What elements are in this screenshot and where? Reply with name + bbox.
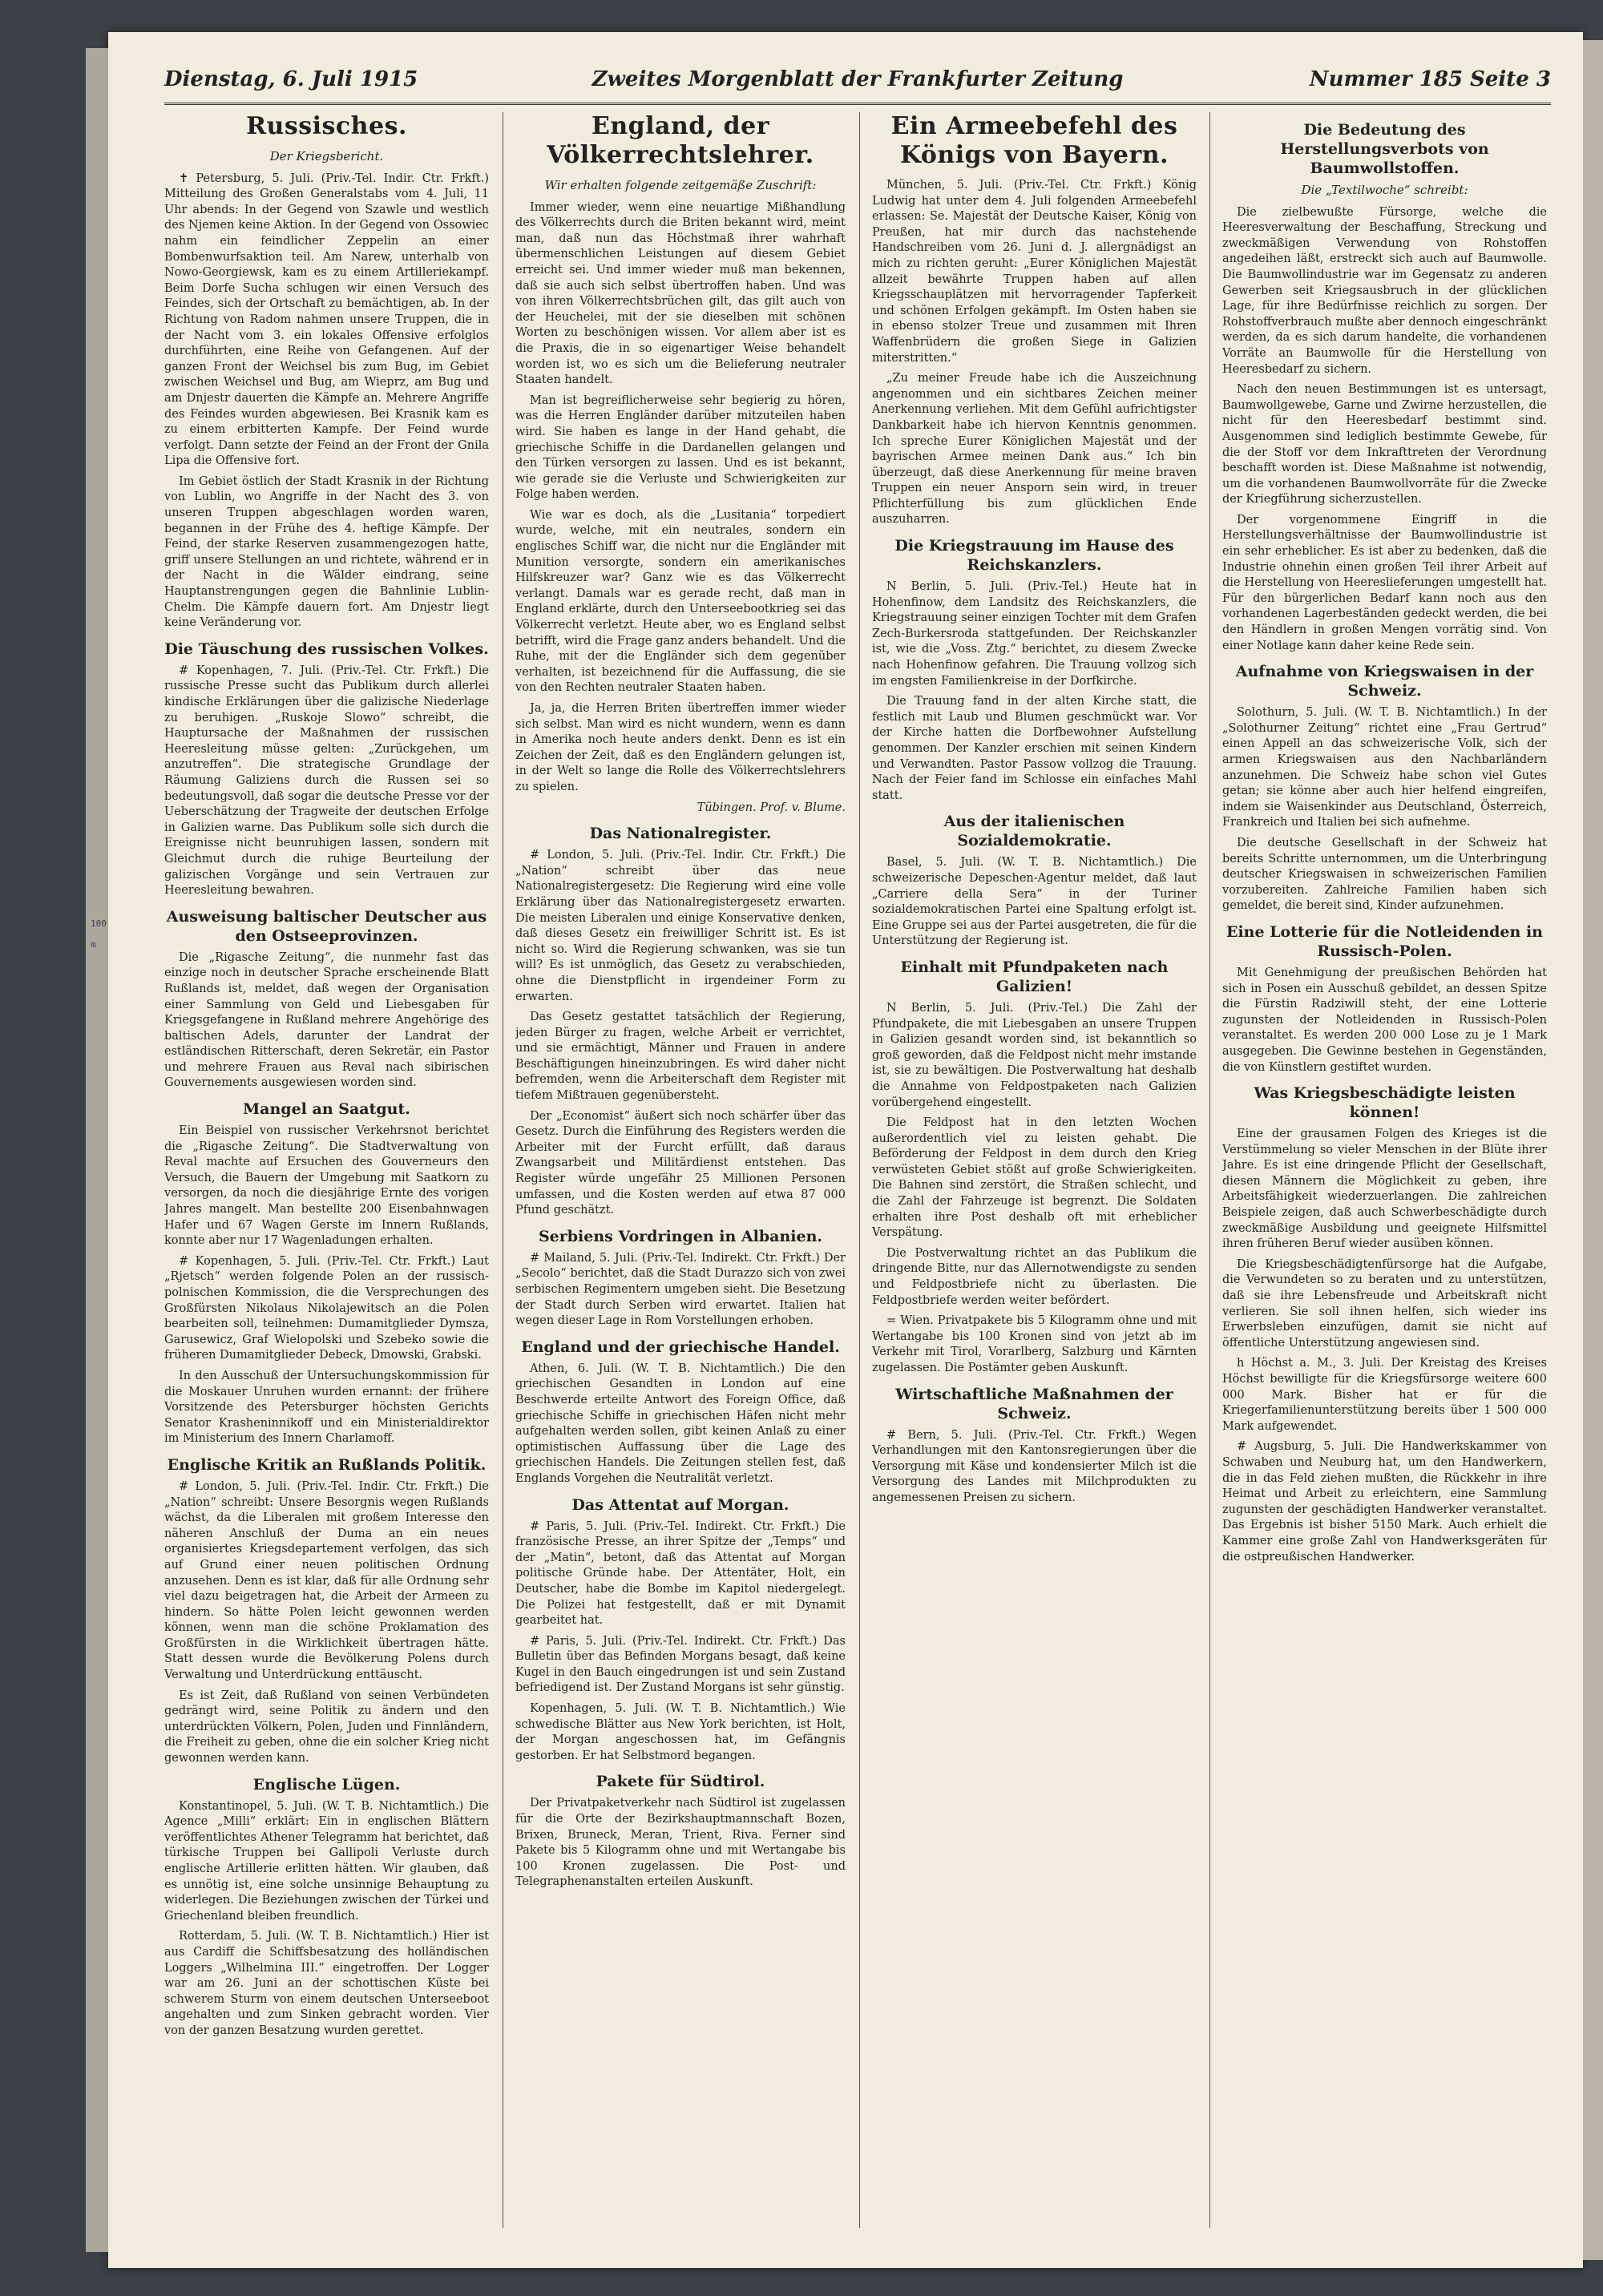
article-headline: Mangel an Saatgut. — [243, 1100, 410, 1119]
article-headline: Eine Lotterie für die Notleidenden in Russisch-Polen. — [1225, 922, 1543, 960]
section-subtitle: Die „Textilwoche“ schreibt: — [1301, 183, 1468, 197]
article-paragraph: # Kopenhagen, 7. Juli. (Priv.-Tel. Ctr. Frkft.) Die russische Presse sucht das Publikum durch allerlei kindische Erklärungen über die galizische Niederlage zu beruhigen. „Ruskoje Slowo“ schreibt, die Hauptursache der Maßnahmen der russischen Heeresleitung müsse gelten: „Zurückgehen, um anzutreffen“. Die strategische Grundlage der Räumung Galiziens durch die Russen sei so bedeutungsvoll, daß sogar die deutsche Presse vor der Ueberschätzung der Tragweite der deutschen Erfolge in Galizien warne. Das Publikum solle sich durch die Ereignisse nicht beunruhigen lassen, sondern mit Gleichmut durch die ruhige Beurteilung der galizischen Vorgänge und sein Vertrauen zur Heeresleitung bewahren. — [164, 664, 489, 898]
article-paragraph: Es ist Zeit, daß Rußland von seinen Verbündeten gedrängt wird, seine Politik zu ändern und den unterdrückten Völkern, Polen, Juden und Finnländern, die Freiheit zu geben, ohne die ein solcher Krieg nicht gewonnen werden kann. — [164, 1689, 489, 1765]
article-paragraph: Eine der grausamen Folgen des Krieges ist die Verstümmelung so vieler Menschen in der Blüte ihrer Jahre. Es ist eine dringende Pflicht der Gesellschaft, diesen Männern die Möglichkeit zu geben, ihre Arbeitsfähigkeit wiederzuerlangen. Die zahlreichen Beispiele zeigen, daß auch Schwerbeschädigte durch zweckmäßige Ausbildung und geeignete Hilfsmittel ihren früheren Beruf wieder ausüben können. — [1222, 1128, 1547, 1251]
article-headline: England und der griechische Handel. — [521, 1338, 840, 1356]
article-paragraph: ✝ Petersburg, 5. Juli. (Priv.-Tel. Indir. Ctr. Frkft.) Mitteilung des Großen Generalstabs vom 4. Juli, 11 Uhr abends: In der Gegend von Szawle und westlich des Njemen keine Aktion. In der Gegend von Ossowiec nahm ein feindlicher Zeppelin an einer Bombenwurfsaktion teil. Am Narew, unterhalb von Nowo-Georgiewsk, kam es zu einem Artilleriekampf. Beim Dorfe Sucha schlugen wir einen Versuch des Feindes, sich der Ortschaft zu bemächtigen, ab. In der Richtung von Radom nahmen unsere Truppen, die in der Nacht vom 3. ein lokales Offensive erfolglos durchführten, eine Reihe von Gefangenen. Auf der ganzen Front der Weichsel bis zum Bug, im Gebiet zwischen Weichsel und Bug, am Wieprz, am Bug und am Dnjestr dauerten die Kämpfe an. Mehrere Angriffe des Feindes wurden abgewiesen. Bei Krasnik kam es zu einem erbitterten Kampfe. Der Feind wurde verfolgt. Dann setzte der Feind an der Front der Gnila Lipa die Offensive fort. — [164, 171, 489, 468]
article-paragraph: Die deutsche Gesellschaft in der Schweiz hat bereits Schritte unternommen, um die Unterbringung deutscher Kriegswaisen in schweizerischen Familien vorzubereiten. Zahlreiche Familien haben sich gemeldet, die bereit sind, Kinder aufzunehmen. — [1222, 836, 1547, 913]
article-paragraph: N Berlin, 5. Juli. (Priv.-Tel.) Die Zahl der Pfundpakete, die mit Liebesgaben an unsere Truppen in Galizien gesandt worden sind, ist bekanntlich so groß geworden, daß die Feldpost nicht mehr imstande ist, sie zu bewältigen. Die Postverwaltung hat deshalb die Annahme von Feldpostpaketen nach Galizien vorübergehend eingestellt. — [872, 1001, 1197, 1109]
article-headline: Die Täuschung des russischen Volkes. — [164, 640, 489, 658]
margin-note: 100 m — [91, 918, 107, 950]
article-headline: Einhalt mit Pfundpaketen nach Galizien! — [900, 958, 1169, 995]
article-paragraph: Die „Rigasche Zeitung“, die nunmehr fast das einzige noch in deutscher Sprache erscheinende Blatt Rußlands ist, meldet, daß wegen der Organisation einer Sammlung von Geld und Liebesgaben für Kriegsgefangene in Rußland mehrere Angehörige des baltischen Adels, darunter der Landrat der estländischen Ritterschaft, deren Sekretär, ein Pastor und mehrere Frauen aus Reval nach sibirischen Gouvernements ausgewiesen worden sind. — [164, 950, 489, 1090]
article-headline: Aufnahme von Kriegswaisen in der Schweiz. — [1235, 663, 1534, 700]
header-page-number: Nummer 185 Seite 3 — [1309, 67, 1551, 91]
article-headline: Englische Lügen. — [252, 1775, 401, 1794]
article-paragraph: # London, 5. Juli. (Priv.-Tel. Indir. Ctr. Frkft.) Die „Nation“ schreibt: Unsere Besorgnis wegen Rußlands wächst, da die Liberalen mit großem Interesse den näheren Anschluß der Duma an ein neues organisiertes Kriegsdepartement verfolgen, das sich auf Grund einer neuen politischen Ordnung anzusehen. Denn es ist klar, daß für alle Ordnung sehr viel dazu beigetragen hat, die Arbeit der Armeen zu hindern. So hätte Polen leicht gewonnen werden können, wenn man die schöne Proklamation des Großfürsten in die Wirklichkeit übertragen hätte. Statt dessen wurde die Bevölkerung Polens durch Verwaltung und Unterdrückung enttäuscht. — [164, 1479, 489, 1682]
article-paragraph: Der Privatpaketverkehr nach Südtirol ist zugelassen für die Orte der Bezirkshauptmannschaft Bozen, Brixen, Bruneck, Meran, Trient, Riva. Ferner sind Pakete bis 5 Kilogramm ohne und mit Wertangabe bis 100 Kronen zugelassen. Die Post- und Telegraphenanstalten erteilen Auskunft. — [515, 1797, 846, 1889]
article-paragraph: Rotterdam, 5. Juli. (W. T. B. Nichtamtlich.) Hier ist aus Cardiff die Schiffsbesatzung des holländischen Loggers „Wilhelmina III.“ eingetroffen. Der Logger war am 26. Juni an der schottischen Küste bei schwerem Sturm von einem deutschen Unterseeboot angehalten und zum Sinken gebracht worden. Vier von der ganzen Besatzung wurden gerettet. — [164, 1930, 489, 2037]
article-headline: Die Kriegstrauung im Hause des Reichskanzlers. — [894, 537, 1174, 575]
article-paragraph: Ein Beispiel von russischer Verkehrsnot berichtet die „Rigasche Zeitung“. Die Stadtverwaltung von Reval machte auf Ersuchen des Gouverneurs den Versuch, die Bauern der Umgebung mit Saatkorn zu versorgen, da noch die diesjährige Ernte des vorigen Jahres mangelt. Man bestellte 200 Eisenbahnwagen Hafer und 67 Wagen Gerste im Innern Rußlands, konnte aber nur 17 Wagenladungen erhalten. — [164, 1124, 489, 1248]
article-paragraph: # Paris, 5. Juli. (Priv.-Tel. Indirekt. Ctr. Frkft.) Das Bulletin über das Befinden Morgans besagt, daß keine Kugel in den Bauch eingedrungen ist und sein Zustand befriedigend ist. Der Zustand Morgans ist sehr günstig. — [515, 1634, 846, 1695]
header-date: Dienstag, 6. Juli 1915 — [164, 67, 418, 91]
article-paragraph: Nach den neuen Bestimmungen ist es untersagt, Baumwollgewebe, Garne und Zwirne herzustellen, die nicht für den Heeresbedarf bestimmt sind. Ausgenommen sind lediglich bestimmte Gewebe, für die der Stoff vor dem Inkrafttreten der Verordnung beschafft worden ist. Diese Maßnahme ist notwendig, um die vorhandenen Baumwollvorräte für die Zwecke der Kriegführung sicherzustellen. — [1222, 383, 1547, 506]
article-headline: Ausweisung baltischer Deutscher aus den Ostseeprovinzen. — [166, 907, 487, 945]
article-paragraph: Der vorgenommene Eingriff in die Herstellungsverhältnisse der Baumwollindustrie ist ein sehr erheblicher. Es ist aber zu bedenken, daß die Industrie ohnehin einen großen Teil ihrer Arbeit auf die Herstellung von Heereslieferungen umgestellt hat. Für den bürgerlichen Bedarf kann noch aus den vorhandenen Lagerbeständen gedeckt werden, die bei den Händlern in großen Mengen vorrätig sind. Von einer Notlage kann daher keine Rede sein. — [1222, 513, 1547, 652]
article-paragraph: N Berlin, 5. Juli. (Priv.-Tel.) Heute hat in Hohenfinow, dem Landsitz des Reichskanzlers, die Kriegstrauung seiner einzigen Tochter mit dem Grafen Zech-Burkersroda stattgefunden. Der Reichskanzler ist, wie die „Voss. Ztg.“ berichtet, zu diesem Zwecke nach Hohenfinow gefahren. Die Trauung vollzog sich im engsten Familienkreise in der Dorfkirche. — [872, 580, 1197, 688]
newspaper-page — [91, 32, 1583, 2268]
article-paragraph: # Bern, 5. Juli. (Priv.-Tel. Ctr. Frkft.) Wegen Verhandlungen mit den Kantonsregierungen über die Versorgung mit Käse und kondensierter Milch ist die Versorgung des Landes mit Milchprodukten zu angemessenen Preisen zu sichern. — [872, 1428, 1197, 1504]
article-paragraph: # Paris, 5. Juli. (Priv.-Tel. Indirekt. Ctr. Frkft.) Die französische Presse, an ihrer Spitze der „Temps“ und der „Matin“, betont, daß das Attentat auf Morgan politische Gründe habe. Der Attentäter, Holt, ein Deutscher, habe die Bombe im Kapitol niedergelegt. Die Polizei hat festgestellt, daß er mit Dynamit gearbeitet hat. — [515, 1519, 846, 1628]
article-headline: Aus der italienischen Sozialdemokratie. — [943, 813, 1125, 850]
article-headline: Englische Kritik an Rußlands Politik. — [167, 1455, 487, 1474]
article-paragraph: Wie war es doch, als die „Lusitania“ torpediert wurde, welche, mit ein neutrales, sondern ein englisches Schiff war, die nicht nur die Engländer mit Munition versorgte, sondern ein amerikanisches Hilfskreuzer war? Ganz wie es das Völkerrecht verlangt. Damals war es gerade recht, daß man in England erklärte, durch den Unterseebootkrieg sei das Völkerrecht verletzt. Heute aber, wo es England selbst betrifft, wird die Frage ganz anders behandelt. Und die Ruhe, mit der die Engländer sich dem gegenüber verhalten, ist bezeichnend für die Auffassung, die sie von den Rechten neutraler Staaten haben. — [515, 508, 846, 695]
column-2 — [515, 112, 846, 2228]
article-headline: Wirtschaftliche Maßnahmen der Schweiz. — [895, 1385, 1173, 1422]
article-paragraph: Solothurn, 5. Juli. (W. T. B. Nichtamtlich.) In der „Solothurner Zeitung“ richtet eine „Frau Gertrud“ einen Appell an das schweizerische Volk, sich der armen Kriegswaisen aus den Nachbarländern anzunehmen. Die Schweiz habe schon viel Gutes getan; sie könne aber auch hier helfend eingreifen, indem sie Waisenkinder aus Deutschland, Österreich, Frankreich und Italien bei sich aufnehme. — [1222, 706, 1547, 829]
article-paragraph: „Zu meiner Freude habe ich die Auszeichnung angenommen und ein sichtbares Zeichen meiner Anerkennung verliehen. Mit dem Gefühl aufrichtigster Dankbarkeit habe ich hiervon Kenntnis genommen. Ich spreche Eurer Königlichen Majestät und der bayrischen Armee meinen Dank aus.“ Ich bin überzeugt, daß diese Anerkennung für meine braven Truppen ein neuer Ansporn sein wird, in treuer Pflichterfüllung bis zum glücklichen Ende auszuharren. — [872, 372, 1197, 527]
article-headline: Das Nationalregister. — [589, 825, 772, 843]
article-paragraph: Die zielbewußte Fürsorge, welche die Heeresverwaltung der Beschaffung, Streckung und zweckmäßigen Verwendung von Rohstoffen angedeihen läßt, erstreckt sich auch auf Baumwolle. Die Baumwollindustrie war im Gegensatz zu anderen Gewerben seit Kriegsausbruch in der glücklichen Lage, für ihre Bedürfnisse reichlich zu sorgen. Der Rohstoffverbrauch mußte aber dennoch eingeschränkt werden, da es sich darum handelte, die vorhandenen Vorräte an Baumwolle für die Herstellung von Heeresbedarf zu sichern. — [1222, 205, 1547, 376]
column-4 — [1222, 112, 1547, 2228]
article-headline: Russisches. — [246, 112, 407, 140]
author-signature: Tübingen. Prof. v. Blume. — [697, 801, 846, 814]
article-paragraph: # London, 5. Juli. (Priv.-Tel. Indir. Ctr. Frkft.) Die „Nation“ schreibt über das neue Nationalregistergesetz: Die Regierung wird eine volle Erklärung über das Nationalregistergesetz erwarten. Die meisten Liberalen und einige Konservative denken, daß dieses Gesetz ein freiwilliger Schritt ist. Es ist nicht so. Wird die Regierung schwanken, was sie tun will? Es ist unmöglich, das Gesetz zu verabschieden, ohne die Dienstpflicht in irgendeiner Form zu erwarten. — [515, 849, 846, 1003]
article-paragraph: Die Feldpost hat in den letzten Wochen außerordentlich viel zu leisten gehabt. Die Beförderung der Feldpost in dem durch den Krieg verwüsteten Gebiet stößt auf große Schwierigkeiten. Die Bahnen sind zerstört, die Straßen schlecht, und die Zahl der Fahrzeuge ist begrenzt. Die Soldaten erhalten ihre Post deshalb oft mit erheblicher Verspätung. — [872, 1116, 1197, 1240]
article-paragraph: Kopenhagen, 5. Juli. (W. T. B. Nichtamtlich.) Wie schwedische Blätter aus New York berichten, ist Holt, der Morgan angeschossen hat, im Gefängnis gestorben. Er hat Selbstmord begangen. — [515, 1702, 846, 1762]
article-headline: Pakete für Südtirol. — [596, 1773, 765, 1791]
article-paragraph: Ja, ja, die Herren Briten übertreffen immer wieder sich selbst. Man wird es nicht wundern, wenn es dann in Amerika noch heute anders denkt. Denn es ist ein Zeichen der Zeit, daß es den Engländern gelungen ist, in der Welt so lange die Rolle des Völkerrechtslehrers zu spielen. — [515, 702, 846, 793]
article-paragraph: Das Gesetz gestattet tatsächlich der Regierung, jeden Bürger zu fragen, welche Arbeit er verrichtet, und sie ermächtigt, Männer und Frauen in andere Beschäftigungen hineinzubringen. Es wird daher nicht befremden, wenn die Arbeiterschaft dem Register mit tiefem Mißtrauen gegenübersteht. — [515, 1011, 846, 1103]
page-header — [164, 61, 1551, 105]
article-headline: England, der Völkerrechtslehrer. — [547, 112, 814, 169]
article-paragraph: Mit Genehmigung der preußischen Behörden hat sich in Posen ein Ausschuß gebildet, an dessen Spitze die Fürstin Radziwill steht, der eine Lotterie zugunsten der Notleidenden in Russisch-Polen veranstaltet. Es werden 200 000 Lose zu je 1 Mark ausgegeben. Die Gewinne bestehen in Gegenständen, die von Künstlern gestiftet wurden. — [1222, 966, 1547, 1074]
article-paragraph: Immer wieder, wenn eine neuartige Mißhandlung des Völkerrechts durch die Briten bekannt wird, meint man, daß nun das Höchstmaß ihrer wahrhaft übermenschlichen Leistungen auf diesem Gebiet erreicht sei. Und immer wieder muß man bekennen, daß sie auch sich selbst übertroffen haben. Und was von ihren Völkerrechtsbrüchen gilt, das gilt auch von der Heuchelei, mit der sie dieselben mit schönen Worten zu beschönigen wissen. Vor allem aber ist es die Praxis, die in so eigenartiger Weise behandelt worden ist, wo es sich um die Belieferung neutraler Staaten handelt. — [515, 200, 846, 387]
header-masthead: Zweites Morgenblatt der Frankfurter Zeitung — [592, 67, 1124, 91]
article-paragraph: Basel, 5. Juli. (W. T. B. Nichtamtlich.) Die schweizerische Depeschen-Agentur meldet, daß laut „Carriere della Sera“ in der Turiner sozialdemokratischen Partei eine Spaltung erfolgt ist. Eine Gruppe sei aus der Partei ausgetreten, die für die Unterstützung der Regierung ist. — [872, 856, 1197, 948]
article-paragraph: # Kopenhagen, 5. Juli. (Priv.-Tel. Ctr. Frkft.) Laut „Rjetsch“ werden folgende Polen an der russisch-polnischen Kommission, die die Versprechungen des Großfürsten Nikolaus Nikolajewitsch an die Polen bearbeiten soll, teilnehmen: Dumamitglieder Dymsza, Garusewicz, Graf Wielopolski und Szebeko sowie die früheren Dumamitglieder Debeck, Dmowski, Grabski. — [164, 1254, 489, 1362]
article-paragraph: # Mailand, 5. Juli. (Priv.-Tel. Indirekt. Ctr. Frkft.) Der „Secolo“ berichtet, daß die Stadt Durazzo sich von zwei serbischen Regimentern umgeben sieht. Die Besetzung der Stadt durch Serben wird erwartet. Italien hat wegen dieser Lage in Rom Vorstellungen erhoben. — [515, 1251, 846, 1328]
article-paragraph: # Augsburg, 5. Juli. Die Handwerkskammer von Schwaben und Neuburg hat, um den Handwerkern, die in das Feld ziehen mußten, die Rückkehr in ihre Heimat und Arbeit zu erleichtern, eine Sammlung zugunsten der geschädigten Handwerker veranstaltet. Das Ergebnis ist bisher 5150 Mark. Auch erhielt die Kammer eine große Zahl von Handwerksgeräten für die ostpreußischen Handwerker. — [1222, 1440, 1547, 1564]
column-3 — [872, 112, 1197, 2228]
article-paragraph: h Höchst a. M., 3. Juli. Der Kreistag des Kreises Höchst bewilligte für die Kriegsfürsorge weitere 600 000 Mark. Bisher hat er für die Kriegerfamilienunterstützung bereits über 1 500 000 Mark aufgewendet. — [1222, 1357, 1547, 1433]
article-paragraph: Konstantinopel, 5. Juli. (W. T. B. Nichtamtlich.) Die Agence „Milli“ erklärt: Ein in englischen Blättern veröffentlichtes Athener Telegramm hat berichtet, daß türkische Truppen bei Gallipoli Verluste durch englische Artillerie erlitten hätten. Wir glauben, daß es unnötig ist, eine solche unsinnige Behauptung zu widerlegen. Die Beziehungen zwischen der Türkei und Griechenland bleiben freundlich. — [164, 1799, 489, 1923]
column-1 — [164, 112, 489, 2228]
article-paragraph: Im Gebiet östlich der Stadt Krasnik in der Richtung von Lublin, wo Angriffe in der Nacht des 3. von unseren Truppen abgeschlagen worden waren, begannen in der Frühe des 4. heftige Kämpfe. Der Feind, der starke Reserven zusammengezogen hatte, griff unsere Stellungen an und richtete, während er in der Nacht in die Wälder eindrang, seine Hauptanstrengungen gegen die Bahnlinie Lublin-Chelm. Die Kämpfe dauern fort. Am Dnjestr liegt keine Veränderung vor. — [164, 474, 489, 630]
binding-fold — [86, 48, 108, 2252]
article-paragraph: Der „Economist“ äußert sich noch schärfer über das Gesetz. Durch die Einführung des Registers werden die Arbeiter mit der Furcht erfüllt, daß daraus Zwangsarbeit und Militärdienst entstehen. Das Register würde ungefähr 25 Millionen Personen umfassen, und die Kosten werden auf etwa 87 000 Pfund geschätzt. — [515, 1109, 846, 1217]
article-paragraph: Man ist begreiflicherweise sehr begierig zu hören, was die Herren Engländer darüber mitzuteilen haben wird. Sie haben es lange in der Hand gehabt, die griechische Schiffe in die Dardanellen gelangen und den Türken versorgen zu lassen. Und es ist bekannt, wie gerade sie die Verluste und Schwierigkeiten zur Folge haben werden. — [515, 393, 846, 502]
article-paragraph: Athen, 6. Juli. (W. T. B. Nichtamtlich.) Die den griechischen Gesandten in London auf eine Beschwerde erteilte Antwort des Foreign Office, daß griechische Schiffe in griechischen Häfen nicht mehr aufgehalten werden sollen, gibt keinen Anlaß zu einer optimistischen Auffassung über die Lage des griechischen Handels. Die Zeitungen stellen fest, daß Englands Vorgehen die Neutralität verletzt. — [515, 1362, 846, 1485]
article-paragraph: Die Trauung fand in der alten Kirche statt, die festlich mit Laub und Blumen geschmückt war. Vor der Kirche hatten die Dorfbewohner Aufstellung genommen. Der Kanzler erschien mit seinen Kindern und Verwandten. Pastor Passow vollzog die Trauung. Nach der Feier fand im Schlosse ein einfaches Mahl statt. — [872, 695, 1197, 802]
article-headline: Serbiens Vordringen in Albanien. — [538, 1227, 823, 1245]
section-subtitle: Der Kriegsbericht. — [269, 149, 384, 163]
article-headline: Ein Armeebefehl des Königs von Bayern. — [890, 112, 1178, 169]
article-paragraph: München, 5. Juli. (Priv.-Tel. Ctr. Frkft.) König Ludwig hat unter dem 4. Juli folgenden Armeebefehl erlassen: Se. Majestät der Deutsche Kaiser, König von Preußen, hat mir durch das nachstehende Handschreiben vom 26. Juni d. J. allergnädigst an mich zu richten geruht: „Eurer Königlichen Majestät allzeit bewährte Truppen haben auf allen Kriegsschauplätzen mit hervorragender Tapferkeit und schönen Erfolgen gekämpft. Im Osten haben sie in ebenso stolzer Treue und zusammen mit Ihren Waffenbrüdern die großen Siege in Galizien miterstritten.“ — [872, 179, 1197, 365]
article-headline: Was Kriegsbeschädigte leisten können! — [1254, 1084, 1516, 1122]
article-headline: Die Bedeutung des Herstellungsverbots von Baumwollstoffen. — [1280, 121, 1489, 177]
column-rule — [1209, 112, 1210, 2228]
section-subtitle: Wir erhalten folgende zeitgemäße Zuschrift: — [544, 178, 817, 192]
article-paragraph: In den Ausschuß der Untersuchungskommission für die Moskauer Unruhen wurden ernannt: der frühere Vorsitzende des Petersburger höchsten Gerichts Senator Krasheninnikoff und ein Ministerialdirektor im Ministerium des Innern Charlamoff. — [164, 1369, 489, 1446]
article-paragraph: = Wien. Privatpakete bis 5 Kilogramm ohne und mit Wertangabe bis 100 Kronen sind von jetzt ab im Verkehr mit Tirol, Vorarlberg, Salzburg und Kärnten zugelassen. Die Postämter geben Auskunft. — [872, 1314, 1197, 1374]
article-headline: Das Attentat auf Morgan. — [571, 1495, 789, 1514]
article-paragraph: Die Kriegsbeschädigtenfürsorge hat die Aufgabe, die Verwundeten so zu beraten und zu unterstützen, daß sie ihre Lebensfreude und Arbeitskraft nicht verlieren. Sie soll ihnen helfen, sich wieder ins Erwerbsleben einzufügen, damit sie nicht auf öffentliche Unterstützung angewiesen sind. — [1222, 1257, 1547, 1350]
article-paragraph: Die Postverwaltung richtet an das Publikum die dringende Bitte, nur das Allernotwendigste zu senden und Feldpostbriefe nicht zu überlasten. Die Feldpostbriefe werden weiter befördert. — [872, 1246, 1197, 1307]
page-edge — [1583, 40, 1603, 2260]
column-rule — [859, 112, 860, 2228]
